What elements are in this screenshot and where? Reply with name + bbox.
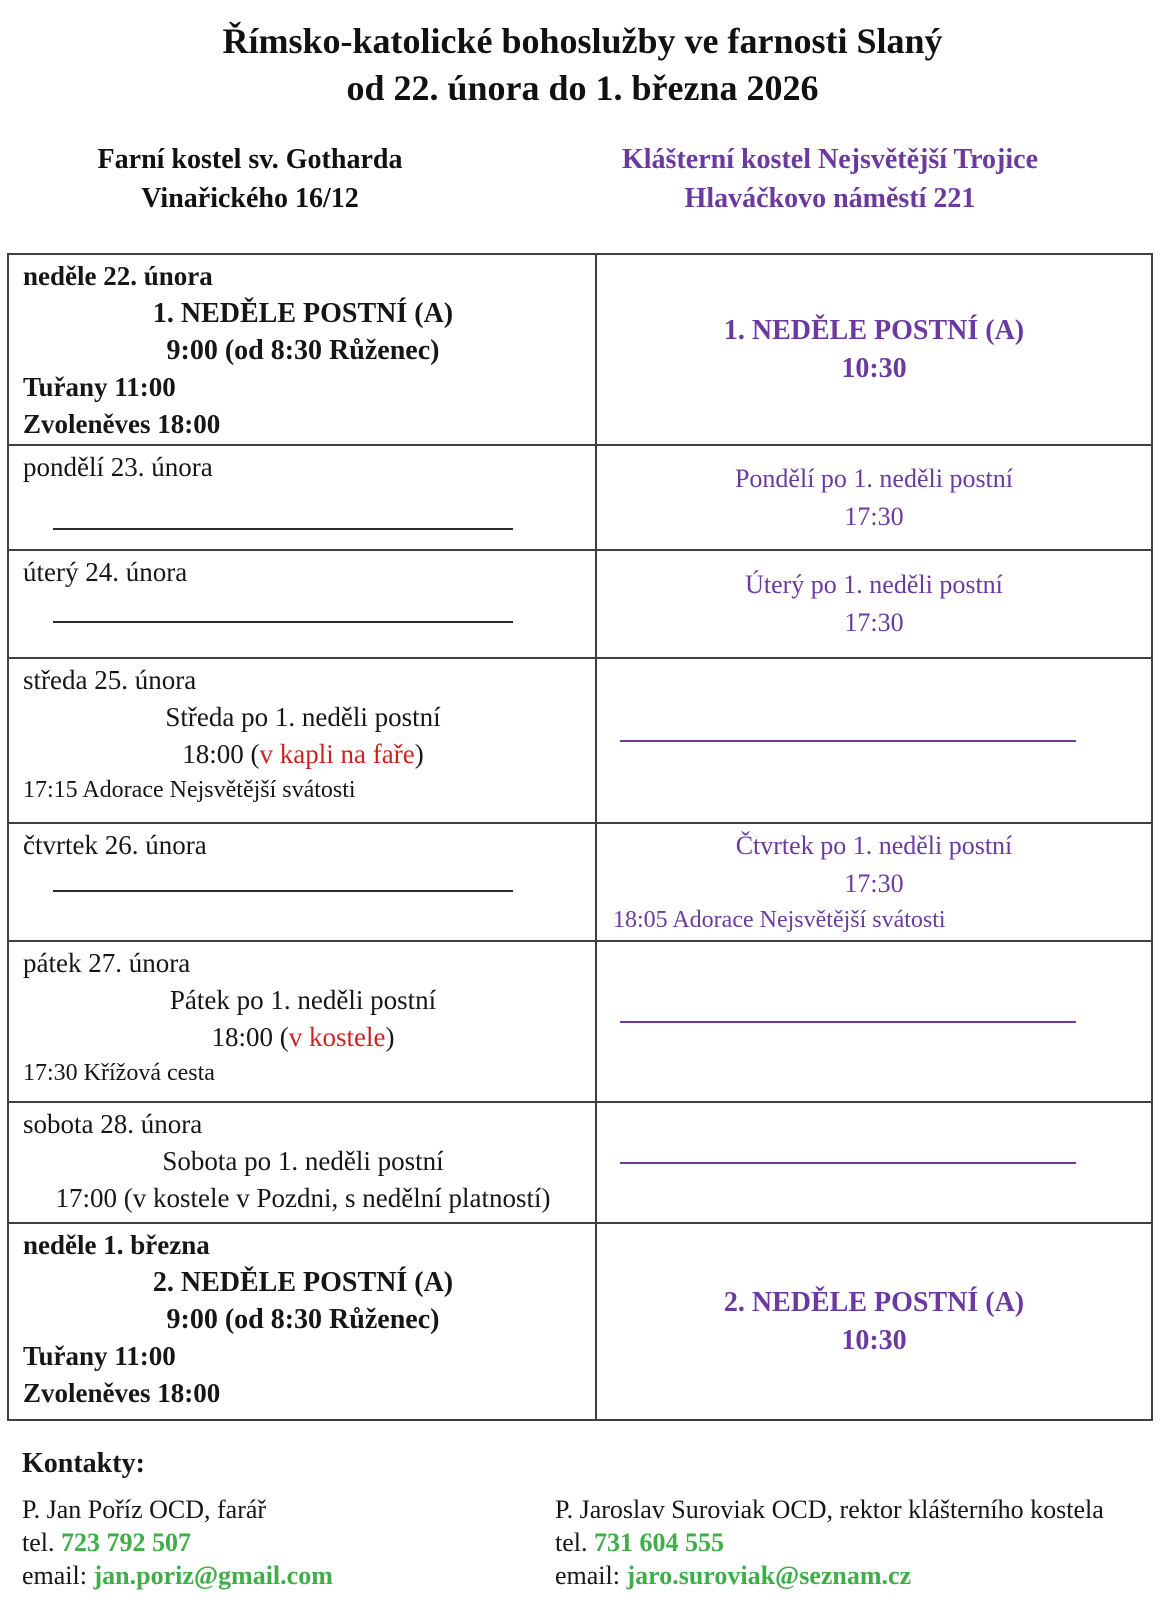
tel-label: tel. (555, 1528, 588, 1557)
schedule-row-thursday-26 (9, 824, 1151, 942)
cell-trojice-sunday-22 (597, 255, 1151, 444)
time-label: 17:30 (844, 501, 904, 531)
cell-gotharda-wednesday-25 (9, 659, 597, 822)
schedule-row-sunday-1 (9, 1224, 1151, 1419)
time-label (23, 736, 583, 773)
cell-gotharda-sunday-1 (9, 1224, 597, 1419)
cell-trojice-thursday-26 (597, 824, 1151, 940)
day-label: sobota 28. února (23, 1109, 203, 1139)
cell-trojice-monday-23 (597, 446, 1151, 549)
blank-line (620, 1021, 1076, 1023)
time-label: 10:30 (841, 352, 907, 384)
schedule-row-wednesday-25 (9, 659, 1151, 824)
email-address[interactable]: jaro.suroviak@seznam.cz (626, 1561, 912, 1590)
time-label: 17:00 (v kostele v Pozdni, s nedělní platností) (55, 1183, 551, 1213)
time-label (23, 1019, 583, 1056)
contact-parish-priest (22, 1494, 555, 1593)
feast-label: Úterý po 1. neděli postní (745, 570, 1003, 599)
tel-number: 731 604 555 (594, 1528, 724, 1557)
extra-service-1: Tuřany 11:00 (23, 1341, 176, 1371)
page-title (0, 0, 1165, 112)
location-note-red: v kostele (288, 1022, 386, 1052)
cell-gotharda-tuesday-24 (9, 551, 597, 657)
church-address-trojice: Hlaváčkovo náměstí 221 (684, 183, 976, 214)
adoration-note: 17:15 Adorace Nejsvětější svátosti (23, 777, 356, 803)
day-label: středa 25. února (23, 665, 197, 695)
contact-email-line (555, 1560, 1145, 1592)
contact-rector (555, 1494, 1145, 1593)
contact-tel-line (555, 1527, 1145, 1559)
time-suffix: ) (385, 1022, 395, 1052)
schedule-row-saturday-28 (9, 1103, 1151, 1224)
cell-gotharda-monday-23 (9, 446, 597, 549)
schedule-row-monday-23 (9, 446, 1151, 551)
feast-label: 1. NEDĚLE POSTNÍ (A) (152, 298, 454, 329)
time-label: 17:30 (844, 869, 904, 898)
blank-line (53, 890, 513, 892)
feast-label: 1. NEDĚLE POSTNÍ (A) (723, 314, 1025, 346)
contact-name: P. Jaroslav Suroviak OCD, rektor klášterního kostela (555, 1495, 1104, 1524)
blank-line (53, 621, 513, 623)
day-label: pondělí 23. února (23, 452, 213, 482)
day-label: neděle 1. března (23, 1230, 210, 1260)
cell-gotharda-sunday-22 (9, 255, 597, 444)
feast-label: 2. NEDĚLE POSTNÍ (A) (152, 1267, 454, 1298)
cell-trojice-saturday-28 (597, 1103, 1151, 1222)
day-label: neděle 22. února (23, 261, 213, 291)
church-name-gotharda: Farní kostel sv. Gotharda (97, 144, 403, 175)
feast-label: 2. NEDĚLE POSTNÍ (A) (723, 1286, 1025, 1318)
time-label: 9:00 (od 8:30 Růženec) (166, 335, 440, 366)
feast-label: Sobota po 1. neděli postní (162, 1146, 444, 1176)
cell-gotharda-thursday-26 (9, 824, 597, 940)
time-prefix: 18:00 ( (182, 739, 260, 769)
feast-label: Středa po 1. neděli postní (165, 702, 441, 732)
contact-tel-line (22, 1527, 555, 1559)
feast-label: Čtvrtek po 1. neděli postní (735, 831, 1013, 860)
contacts-row (22, 1494, 1152, 1593)
time-label: 17:30 (844, 608, 904, 637)
cell-trojice-wednesday-25 (597, 659, 1151, 822)
contacts-section (22, 1448, 1152, 1593)
day-label: úterý 24. února (23, 557, 188, 587)
cell-trojice-tuesday-24 (597, 551, 1151, 657)
day-label: čtvrtek 26. února (23, 830, 207, 860)
time-label: 10:30 (841, 1324, 907, 1356)
extra-service-1: Tuřany 11:00 (23, 372, 176, 402)
time-prefix: 18:00 ( (211, 1022, 289, 1052)
feast-label: Pondělí po 1. neděli postní (734, 463, 1014, 493)
contact-name: P. Jan Poříz OCD, farář (22, 1495, 267, 1524)
feast-label: Pátek po 1. neděli postní (169, 985, 437, 1015)
contacts-heading: Kontakty: (22, 1448, 145, 1479)
cell-trojice-friday-27 (597, 942, 1151, 1101)
location-note-red: v kapli na faře (259, 739, 415, 769)
church-address-gotharda: Vinařického 16/12 (141, 183, 359, 214)
title-line-2: od 22. února do 1. března 2026 (346, 68, 819, 108)
extra-service-2: Zvoleněves 18:00 (23, 1378, 221, 1408)
email-address[interactable]: jan.poriz@gmail.com (93, 1561, 333, 1590)
title-line-1: Římsko-katolické bohoslužby ve farnosti Slaný (222, 21, 943, 61)
email-label: email: (555, 1561, 620, 1590)
tel-label: tel. (22, 1528, 55, 1557)
blank-line (53, 528, 513, 530)
tel-number: 723 792 507 (61, 1528, 191, 1557)
adoration-note: 18:05 Adorace Nejsvětější svátosti (613, 907, 946, 933)
schedule-table (7, 253, 1153, 1421)
church-header-trojice (570, 140, 1090, 218)
schedule-row-tuesday-24 (9, 551, 1151, 659)
cell-gotharda-saturday-28 (9, 1103, 597, 1222)
schedule-row-sunday-22 (9, 255, 1151, 446)
email-label: email: (22, 1561, 87, 1590)
time-label: 9:00 (od 8:30 Růženec) (166, 1304, 440, 1335)
church-name-trojice: Klášterní kostel Nejsvětější Trojice (621, 144, 1038, 175)
cell-gotharda-friday-27 (9, 942, 597, 1101)
schedule-row-friday-27 (9, 942, 1151, 1103)
time-suffix: ) (414, 739, 424, 769)
extra-service-2: Zvoleněves 18:00 (23, 409, 221, 439)
contact-email-line (22, 1560, 555, 1592)
way-of-cross-note: 17:30 Křížová cesta (23, 1060, 215, 1086)
church-header-gotharda (0, 140, 500, 218)
church-headers (0, 140, 1165, 240)
blank-line (620, 1162, 1076, 1164)
blank-line (620, 740, 1076, 742)
cell-trojice-sunday-1 (597, 1224, 1151, 1419)
day-label: pátek 27. února (23, 948, 191, 978)
